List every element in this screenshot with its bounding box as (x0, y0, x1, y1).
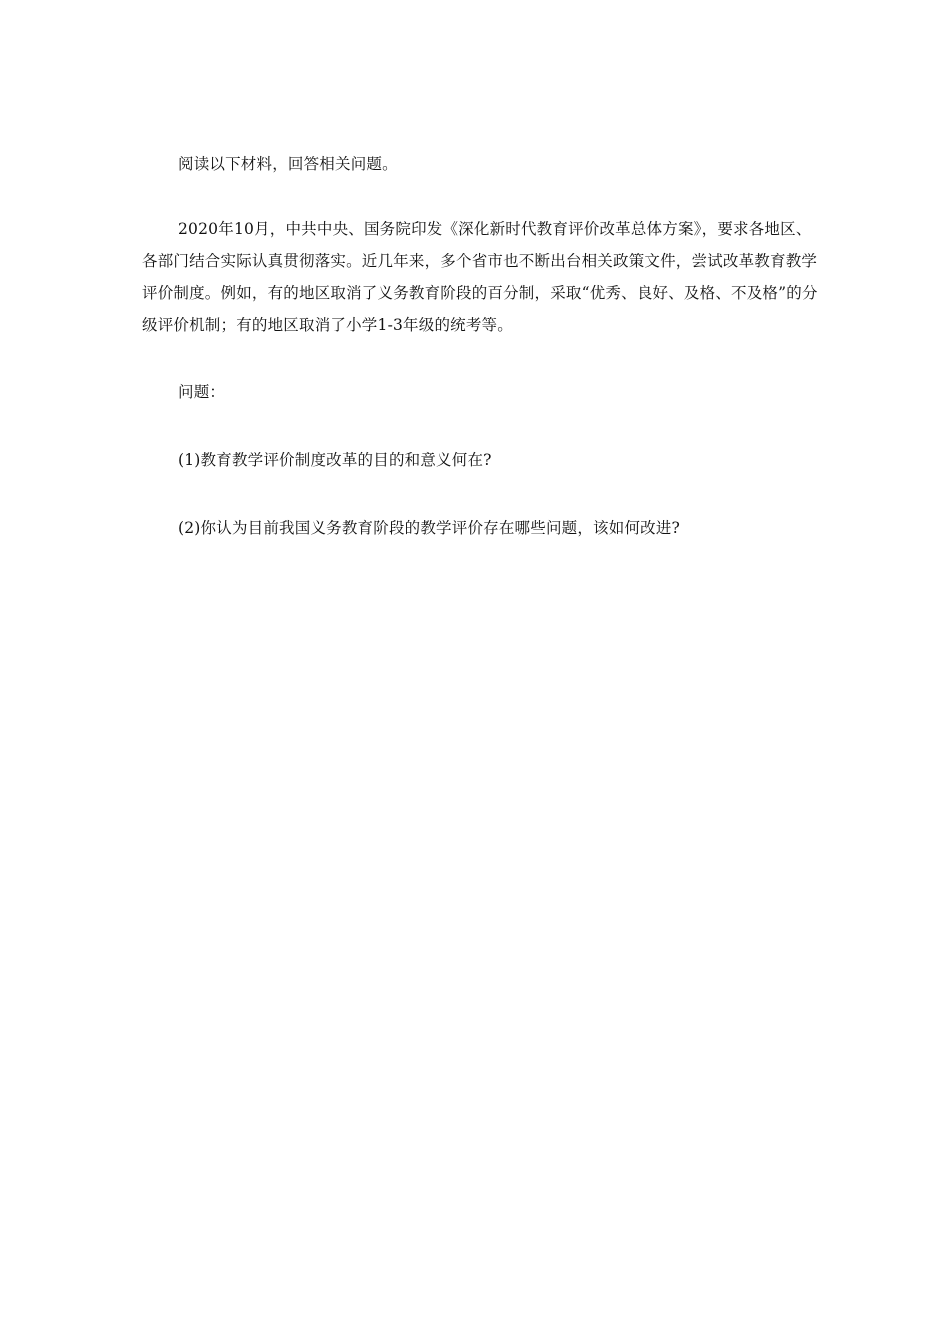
document-body (142, 148, 822, 544)
questions-heading: 问题： (178, 383, 226, 401)
intro-instruction: 阅读以下材料，回答相关问题。 (178, 155, 398, 173)
question-2: (2)你认为目前我国义务教育阶段的教学评价存在哪些问题，该如何改进? (178, 519, 681, 537)
material-paragraph: 2020年10月，中共中央、国务院印发《深化新时代教育评价改革总体方案》，要求各地区、各部门结合实际认真贯彻落实。近几年来，多个省市也不断出台相关政策文件，尝试改革教育教学评价制度。例如，有的地区取消了义务教育阶段的百分制，采取“优秀、良好、及格、不及格”的分级评价机制；有的地区取消了小学1-3年级的统考等。 (142, 220, 818, 334)
question-1: (1)教育教学评价制度改革的目的和意义何在? (178, 451, 492, 469)
